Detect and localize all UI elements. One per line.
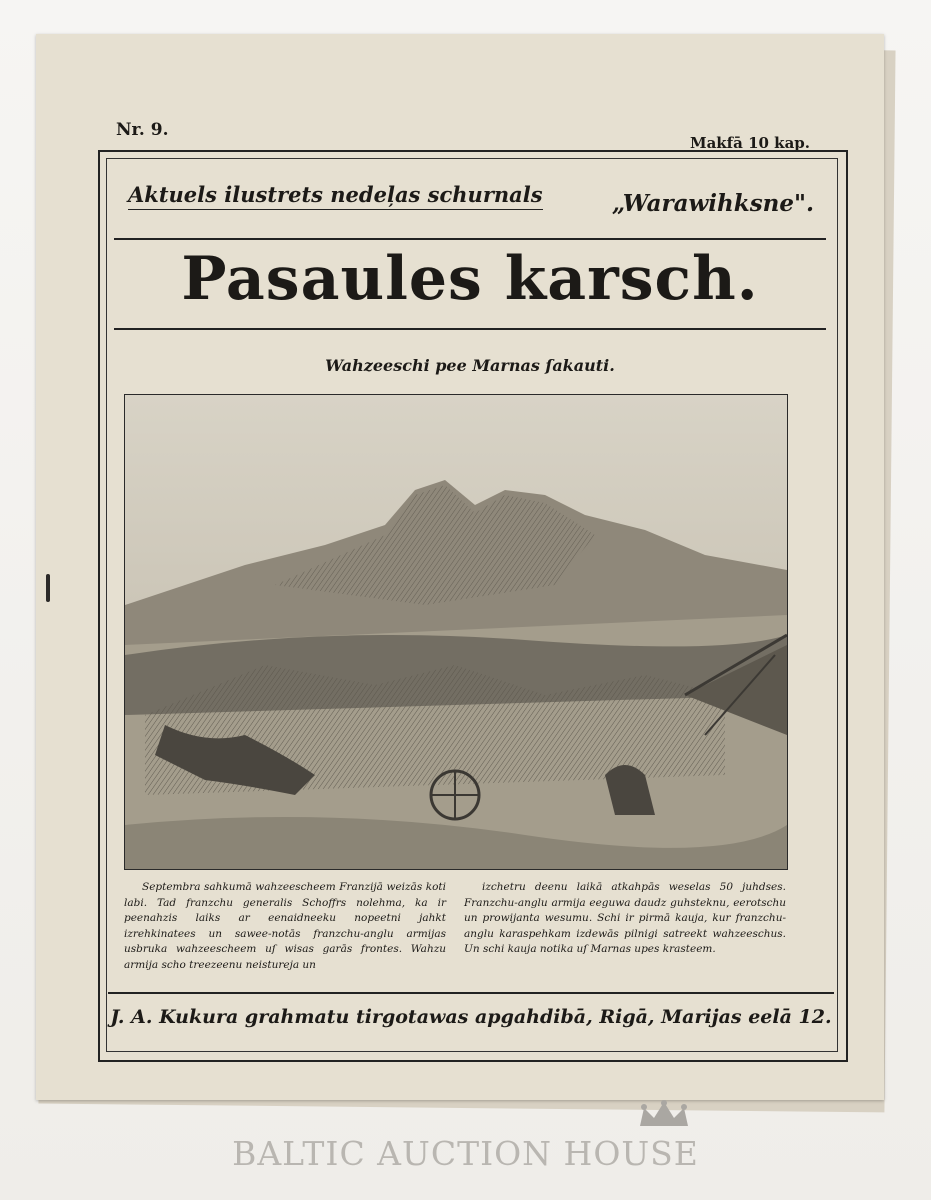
issue-number: Nr. 9. [116,120,169,140]
title-block [114,240,826,330]
publisher-line: J. A. Kukura grahmatu tirgotawas apgahdibā, Rigā, Marijas eelā 12. [110,1006,832,1028]
magazine-cover [36,34,884,1100]
cover-title: Pasaules karsch. [181,244,759,314]
watermark-text: BALTIC AUCTION HOUSE [232,1134,699,1173]
staple [46,574,50,602]
battle-scene-illustration [124,394,788,870]
battle-scene-drawing [125,395,787,869]
masthead-line [114,174,826,240]
picture-caption: Wahzeeschi pee Marnas ſakauti. [325,356,615,375]
article-column-right: izchetru deenu laikā atkahpās weselas 50 juhdses. Franzchu-anglu armija eeguwa daudz guhsteknu, eerotschu un prowijanta wesumu. Schi ir pirmā kauja, kur franzchu-anglu karaspehkam izdewās pilnigi satreekt wahzeeschus. Un schi kauja notika uſ Marnas upes krasteem. [464,881,786,955]
crown-icon [636,1100,692,1130]
article-column-left: Septembra sahkumā wahzeescheem Franzijā weizās koti labi. Tad franzchu generalis Schoffrs nolehma, ka ir peenahzis laiks ar eenaidneeku nopeetni jahkt izrehkinatees un sawee-notās franzchu-anglu armijas usbruka wahzeescheem uſ wisas garās frontes. Wahzu armija scho treezeenu neistureja un [124,881,446,971]
publisher-block [108,992,834,1046]
magazine-subtitle: Aktuels ilustrets nedeļas schurnals [128,182,543,210]
price-label: Makfā 10 kap. [689,134,810,152]
article-text [124,880,786,998]
magazine-name: „Warawihksne". [612,190,814,217]
